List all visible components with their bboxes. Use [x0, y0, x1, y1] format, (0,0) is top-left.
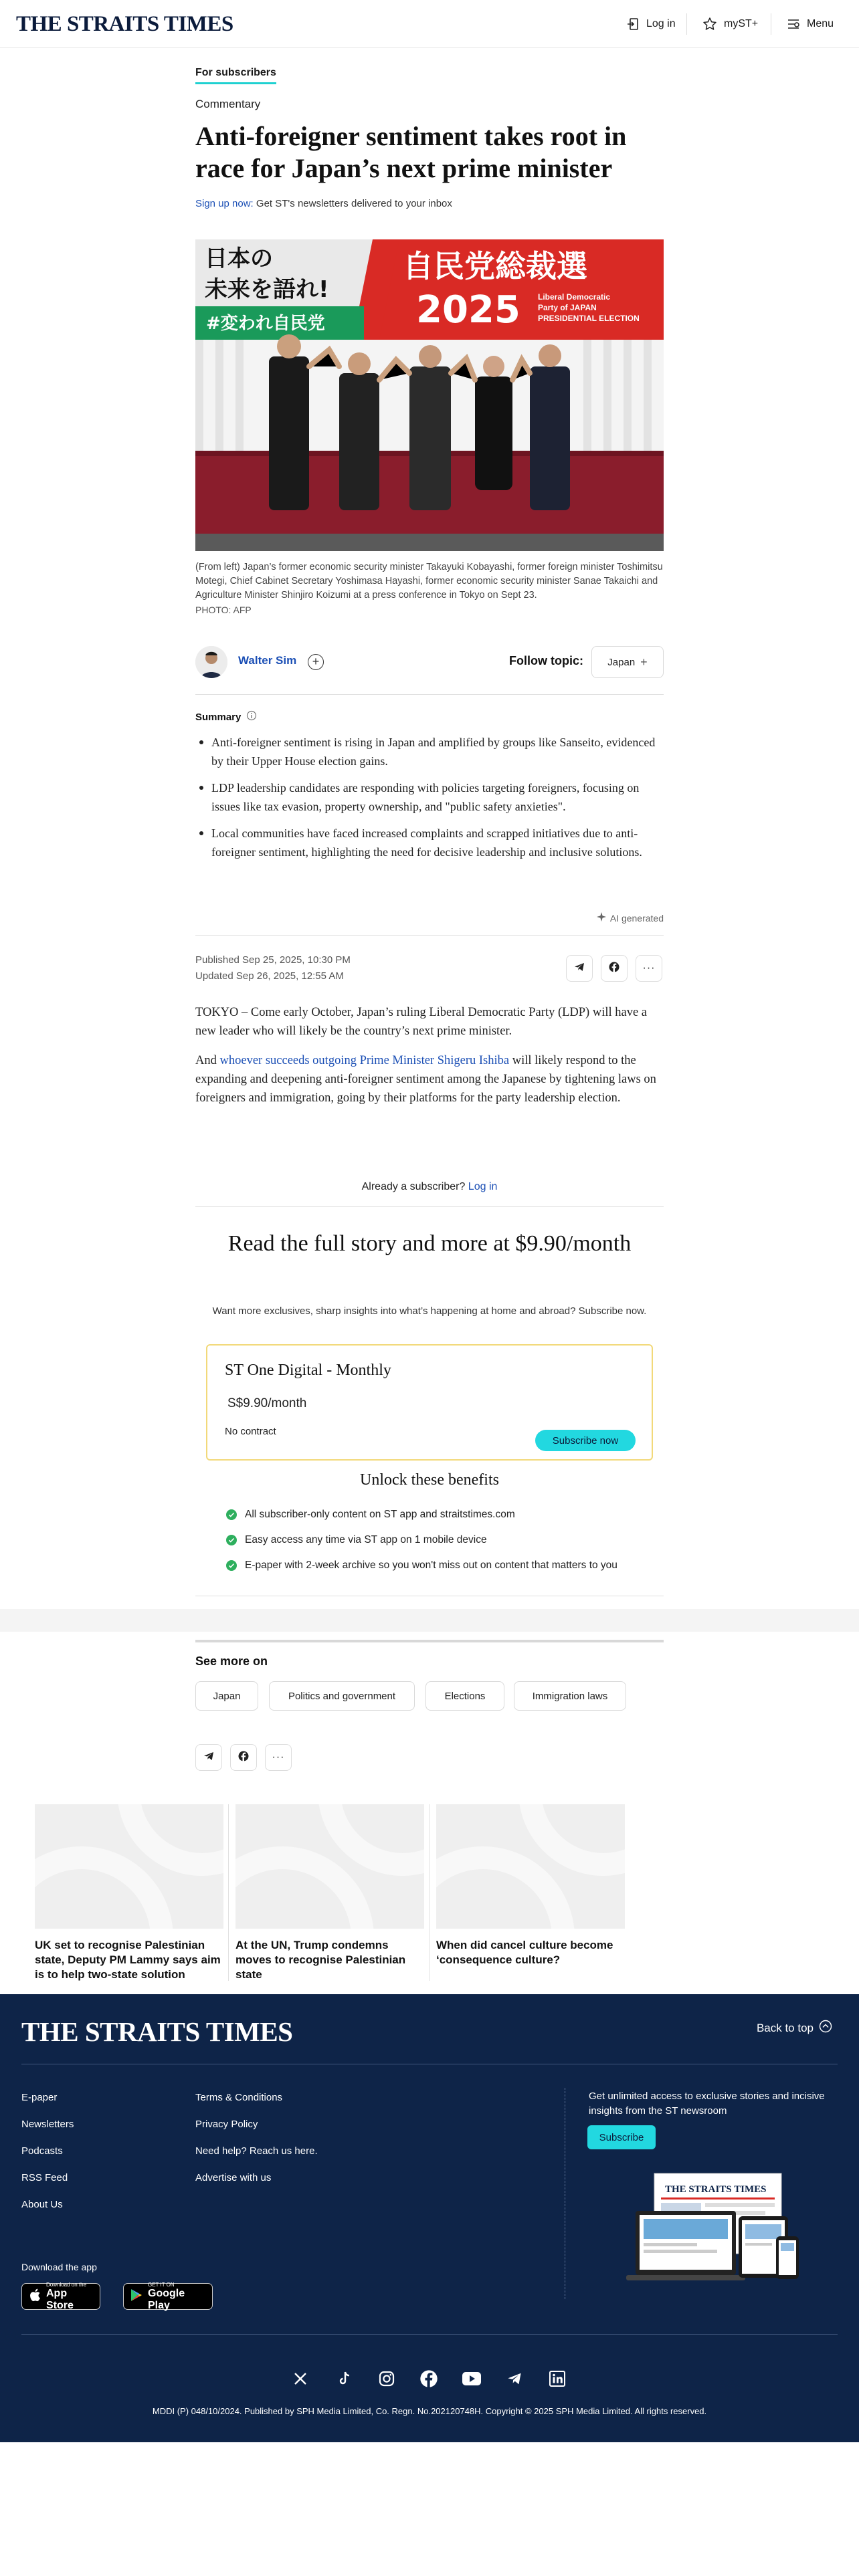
- paywall-title: Read the full story and more at $9.90/month: [227, 1231, 632, 1256]
- summary-list: [195, 733, 664, 869]
- benefit-item: [226, 1560, 617, 1572]
- plan-name: ST One Digital - Monthly: [225, 1362, 391, 1379]
- share-telegram-button[interactable]: [566, 955, 593, 982]
- benefit-text: E-paper with 2-week archive so you won't miss out on content that matters to you: [245, 1560, 617, 1571]
- footer-link[interactable]: Advertise with us: [195, 2172, 272, 2183]
- published-date: Published Sep 25, 2025, 10:30 PM: [195, 954, 351, 966]
- footer-link[interactable]: E-paper: [21, 2092, 58, 2103]
- site-logo[interactable]: THE STRAITS TIMES: [16, 12, 233, 36]
- image-sub-3: PRESIDENTIAL ELECTION: [538, 314, 640, 323]
- benefit-item: [226, 1509, 515, 1521]
- article-kicker[interactable]: Commentary: [195, 98, 261, 110]
- paywall-subtitle: Want more exclusives, sharp insights into what’s happening at home and abroad? Subscribe now.: [212, 1305, 647, 1317]
- topic-tag[interactable]: Immigration laws: [514, 1681, 626, 1711]
- benefits-title: Unlock these benefits: [360, 1471, 499, 1489]
- article-headline: Anti-foreigner sentiment takes root in race for Japan’s next prime minister: [195, 121, 627, 183]
- subscriber-badge: For subscribers: [195, 67, 276, 84]
- summary-title: [195, 710, 257, 724]
- article-dates: [195, 952, 351, 984]
- author-name[interactable]: Walter Sim: [238, 654, 297, 667]
- device-logo: THE STRAITS TIMES: [665, 2184, 767, 2195]
- footer-link[interactable]: Need help? Reach us here.: [195, 2145, 318, 2157]
- google-play-icon: [130, 2288, 142, 2305]
- related-article-card[interactable]: [235, 1804, 424, 1982]
- image-sub-1: Liberal Democratic: [538, 292, 611, 302]
- back-to-top-label: Back to top: [756, 2021, 814, 2034]
- signup-link[interactable]: Sign up now:: [195, 198, 254, 209]
- signup-text: Get ST's newsletters delivered to your inbox: [253, 198, 452, 209]
- section-divider: [195, 694, 664, 695]
- share-more-button[interactable]: [265, 1744, 292, 1771]
- info-icon[interactable]: [246, 710, 257, 724]
- subscription-plan-card[interactable]: [206, 1344, 653, 1461]
- footer-logo[interactable]: THE STRAITS TIMES: [21, 2016, 293, 2047]
- paywall-divider: [195, 1206, 664, 1207]
- see-more-rule: [195, 1640, 664, 1642]
- header-divider: [686, 13, 687, 35]
- youtube-icon[interactable]: [462, 2369, 482, 2389]
- tiktok-icon[interactable]: [335, 2369, 355, 2389]
- app-store-badge[interactable]: [21, 2283, 100, 2310]
- back-to-top-button[interactable]: [757, 2020, 832, 2036]
- placeholder-thumbnail: [436, 1804, 625, 1929]
- apple-icon: [29, 2288, 41, 2305]
- myst-label: myST+: [724, 18, 759, 29]
- newsletter-signup: [195, 198, 452, 209]
- share-telegram-button[interactable]: [195, 1744, 222, 1771]
- article-paragraph: TOKYO – Come early October, Japan’s ruling Liberal Democratic Party (LDP) will have a new leader who will likely be the country’s next prime minister.: [195, 1006, 647, 1038]
- myst-button[interactable]: [702, 15, 758, 33]
- menu-button[interactable]: [787, 15, 834, 33]
- more-icon: ···: [272, 1751, 285, 1763]
- author-avatar[interactable]: [195, 646, 227, 678]
- placeholder-thumbnail: [235, 1804, 424, 1929]
- devices-illustration: [626, 2169, 801, 2284]
- image-hashtag: #変われ自民党: [206, 314, 325, 334]
- share-facebook-button[interactable]: [601, 955, 628, 982]
- paragraph-text: And: [195, 1054, 220, 1067]
- check-icon: [226, 1535, 237, 1545]
- see-more-title: See more on: [195, 1654, 268, 1668]
- related-article-card[interactable]: [436, 1804, 625, 1967]
- author-row: [195, 643, 664, 681]
- ai-generated-note: [597, 912, 664, 924]
- gplay-small-text: GET IT ON: [148, 2281, 175, 2288]
- top-navigation-bar: [0, 0, 859, 48]
- related-article-title: UK set to recognise Palestinian state, Deputy PM Lammy says aim is to help two-state solution: [35, 1939, 221, 1981]
- check-icon: [226, 1560, 237, 1571]
- appstore-small-text: Download on the: [46, 2281, 87, 2288]
- footer-link[interactable]: Terms & Conditions: [195, 2092, 283, 2103]
- related-article-title: At the UN, Trump condemns moves to recognise Palestinian state: [235, 1939, 406, 1981]
- footer-link[interactable]: Newsletters: [21, 2119, 74, 2130]
- topic-tag[interactable]: Politics and government: [269, 1681, 415, 1711]
- footer-link[interactable]: Podcasts: [21, 2145, 63, 2157]
- image-text-right: 自民党総裁選: [403, 248, 587, 284]
- login-icon: [626, 17, 640, 31]
- summary-item: Anti-foreigner sentiment is rising in Japan and amplified by groups like Sanseito, evidenced by their Upper House election gains.: [195, 733, 664, 770]
- more-icon: ···: [642, 962, 656, 974]
- card-divider: [429, 1804, 430, 1981]
- follow-topic-name: Japan: [607, 656, 636, 668]
- instagram-icon[interactable]: [377, 2369, 397, 2389]
- summary-item: LDP leadership candidates are responding with policies targeting foreigners, focusing on issues like tax evasion, property ownership, and "public safety anxieties".: [195, 778, 664, 816]
- image-year: 2025: [416, 288, 520, 332]
- plan-contract: No contract: [225, 1426, 276, 1437]
- placeholder-thumbnail: [35, 1804, 223, 1929]
- benefit-item: [226, 1534, 487, 1546]
- footer-promo-text: Get unlimited access to exclusive stories and incisive insights from the ST newsroom: [589, 2090, 825, 2117]
- benefit-text: Easy access any time via ST app on 1 mobile device: [245, 1534, 487, 1545]
- topic-tag[interactable]: Japan: [195, 1681, 258, 1711]
- check-icon: [226, 1509, 237, 1520]
- follow-topic-label: Follow topic:: [509, 654, 583, 667]
- summary-item: Local communities have faced increased complaints and scrapped initiatives due to anti-foreigner sentiment, highlighting the need for decisive leadership and inclusive solutions.: [195, 824, 664, 861]
- photo-credit: PHOTO: AFP: [195, 605, 252, 615]
- share-facebook-button[interactable]: [230, 1744, 257, 1771]
- login-button[interactable]: [626, 15, 676, 33]
- follow-author-plus-icon[interactable]: +: [308, 654, 324, 670]
- paragraph-text: will likely respond to the expanding and deepening anti-foreigner sentiment among the Japanese by tightening laws on foreigners and immigration, going by their platforms for the party leadership election.: [195, 1054, 656, 1105]
- menu-label: Menu: [807, 18, 834, 29]
- x-twitter-icon[interactable]: [290, 2369, 310, 2389]
- login-label: Log in: [646, 18, 676, 29]
- section-divider: [195, 935, 664, 936]
- sparkle-icon: [597, 912, 606, 924]
- image-text-left-2: 未来を語れ!: [205, 276, 329, 303]
- ai-generated-label: AI generated: [609, 912, 664, 924]
- telegram-icon[interactable]: [504, 2369, 524, 2389]
- subscribe-now-button[interactable]: Subscribe now: [535, 1430, 636, 1451]
- gplay-big-text: Google Play: [148, 2287, 185, 2311]
- inline-article-link[interactable]: whoever succeeds outgoing Prime Minister Shigeru Ishiba: [219, 1054, 510, 1067]
- plan-price: S$9.90/month: [227, 1396, 307, 1410]
- facebook-icon: [609, 962, 619, 976]
- plus-icon: +: [640, 655, 648, 669]
- already-subscriber-text: Already a subscriber?: [361, 1181, 468, 1192]
- summary-label: Summary: [195, 711, 242, 723]
- telegram-icon: [574, 962, 585, 976]
- footer-link[interactable]: Privacy Policy: [195, 2119, 258, 2130]
- facebook-icon[interactable]: [419, 2369, 439, 2389]
- section-band: [0, 1609, 859, 1632]
- updated-date: Updated Sep 26, 2025, 12:55 AM: [195, 970, 344, 982]
- hero-image: [195, 239, 664, 551]
- footer-subscribe-button[interactable]: Subscribe: [587, 2125, 656, 2149]
- related-article-title: When did cancel culture become ‘consequence culture?: [436, 1939, 613, 1966]
- google-play-badge[interactable]: [123, 2283, 213, 2310]
- image-text-left-1: 日本の: [205, 245, 273, 272]
- related-article-card[interactable]: [35, 1804, 223, 1982]
- already-subscriber: [0, 1181, 859, 1193]
- benefit-text: All subscriber-only content on ST app and straitstimes.com: [245, 1509, 515, 1520]
- paywall-login-link[interactable]: Log in: [468, 1181, 498, 1192]
- download-app-label: Download the app: [21, 2262, 97, 2272]
- telegram-icon: [203, 1751, 214, 1765]
- share-more-button[interactable]: [636, 955, 662, 982]
- topic-tag[interactable]: Elections: [425, 1681, 504, 1711]
- footer-rule: [21, 2334, 838, 2335]
- facebook-icon: [238, 1751, 249, 1765]
- image-caption: (From left) Japan’s former economic security minister Takayuki Kobayashi, former foreign minister Toshimitsu Motegi, Chief Cabinet Secretary Yoshimasa Hayashi, former economic security minister Sanae Takaichi and Agriculture Minister Shinjiro Koizumi at a press conference in Tokyo on Sept 23.: [195, 562, 663, 601]
- copyright-text: MDDI (P) 048/10/2024. Published by SPH Media Limited, Co. Regn. No.202120748H. Copyright © 2025 SPH Media Limited. All rights reserved.: [152, 2406, 707, 2416]
- site-footer: [0, 1994, 859, 2442]
- star-icon: [702, 17, 717, 31]
- linkedin-icon[interactable]: [547, 2369, 567, 2389]
- arrow-up-circle-icon: [819, 2020, 832, 2036]
- follow-topic-chip[interactable]: [591, 646, 664, 678]
- footer-link[interactable]: About Us: [21, 2199, 63, 2210]
- article-paragraph: [195, 1051, 664, 1107]
- footer-link[interactable]: RSS Feed: [21, 2172, 68, 2183]
- card-divider: [228, 1804, 229, 1981]
- menu-icon: [787, 18, 800, 30]
- appstore-big-text: App Store: [46, 2287, 74, 2311]
- image-sub-2: Party of JAPAN: [538, 303, 597, 312]
